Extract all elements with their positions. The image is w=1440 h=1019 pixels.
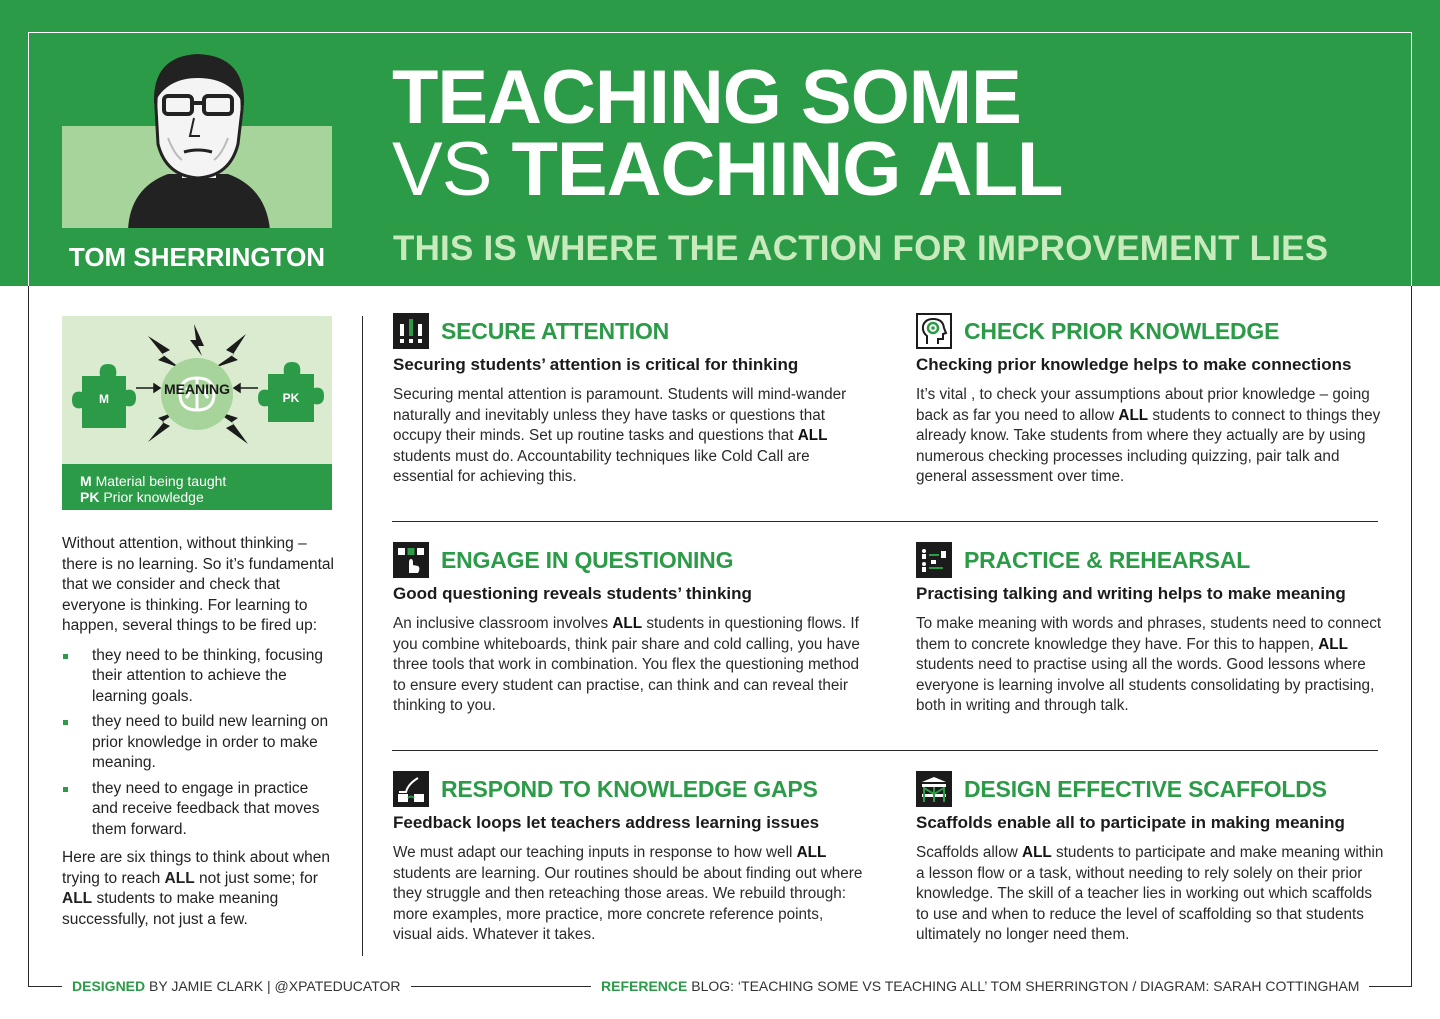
title-teaching-all: TEACHING ALL	[511, 127, 1063, 212]
author-bar	[62, 228, 332, 286]
section-subtitle: Checking prior knowledge helps to make connections	[916, 355, 1352, 374]
section-body: To make meaning with words and phrases, students need to connect them to concrete knowledge they have. For this to happen, ALL students need to practise using all the words. Good lessons where everyone is learning involve all students consolidating by practising, both in writing and through talk.	[916, 615, 1382, 714]
page-subtitle: THIS IS WHERE THE ACTION FOR IMPROVEMENT LIES	[393, 229, 1329, 268]
section-title: DESIGN EFFECTIVE SCAFFOLDS	[964, 775, 1327, 802]
column-divider	[362, 316, 363, 956]
question-hand-icon	[393, 542, 429, 578]
section-subtitle: Good questioning reveals students’ thinking	[393, 584, 752, 603]
sidebar-intro: Without attention, without thinking – there is no learning. So it’s fundamental that we consider and check that everyone is thinking. For learning to happen, several things to be fired up:	[62, 535, 334, 634]
puzzle-pk-label: PK	[282, 391, 300, 405]
legend-item-pk: PK Prior knowledge	[80, 489, 204, 505]
bridge-gap-icon	[393, 771, 429, 807]
list-item: they need to build new learning on prior knowledge in order to make meaning.	[62, 712, 334, 774]
section-body: It’s vital , to check your assumptions about prior knowledge – going back as far you need to allow ALL students to connect to things they already know. Take students from where they actually are by using numerous checking processes including quizzing, pair talk and general assessment over time.	[916, 386, 1381, 485]
section-title: ENGAGE IN QUESTIONING	[441, 546, 734, 573]
section-subtitle: Securing students’ attention is critical for thinking	[393, 355, 799, 374]
section-title: PRACTICE & REHEARSAL	[964, 546, 1251, 573]
rehearsal-icon	[916, 542, 952, 578]
meaning-diagram-graphic	[62, 316, 332, 464]
frame-right-line	[1411, 286, 1412, 986]
sidebar-bullets	[62, 646, 334, 841]
page-title	[392, 55, 1063, 212]
section-check-prior-knowledge	[916, 313, 1386, 488]
section-body: We must adapt our teaching inputs in response to how well ALL students are learning. Our routines should be about finding out where they struggle and then reteaching those areas. We rebuild through: more examples, more practice, more concrete reference points, visual aids. Whatever it takes.	[393, 844, 863, 943]
section-practice-rehearsal	[916, 542, 1386, 717]
title-line-2	[392, 127, 1063, 212]
section-design-scaffolds	[916, 771, 1386, 946]
section-body: Scaffolds allow ALL students to participate and make meaning within a lesson flow or a task, without needing to rely solely on their prior knowledge. The skill of a teacher lies in working out which scaffolds to use and when to reduce the level of scaffolding so that students ultimately no longer need them.	[916, 844, 1384, 943]
footer-reference: REFERENCE BLOG: ‘TEACHING SOME VS TEACHING ALL’ TOM SHERRINGTON / DIAGRAM: SARAH COTTINGHAM	[591, 978, 1369, 994]
meaning-label: MEANING	[163, 381, 231, 397]
sidebar-outro: Here are six things to think about when trying to reach ALL not just some; for ALL students to make meaning successfully, not just a few.	[62, 849, 330, 928]
section-secure-attention	[393, 313, 863, 488]
section-engage-in-questioning	[393, 542, 863, 717]
scaffold-icon	[916, 771, 952, 807]
row-divider-1	[392, 521, 1378, 522]
sidebar-text	[62, 534, 334, 930]
legend-item-m: M Material being taught	[80, 473, 227, 489]
exclamation-icon	[393, 313, 429, 349]
head-gear-icon	[916, 313, 952, 349]
puzzle-m-label: M	[99, 392, 109, 406]
title-line-1: TEACHING SOME	[392, 55, 1021, 140]
diagram-legend	[62, 464, 332, 510]
author-name: TOM SHERRINGTON	[68, 241, 326, 272]
section-body: An inclusive classroom involves ALL students in questioning flows. If you combine whiteboards, think pair share and cold calling, you have three tools that work in combination. You flex the questioning method to ensure every student can practise, can think and can reveal their thinking to you.	[393, 615, 860, 714]
section-title: SECURE ATTENTION	[441, 317, 670, 344]
footer-credit: DESIGNED BY JAMIE CLARK | @XPATEDUCATOR	[62, 978, 411, 994]
section-respond-to-gaps	[393, 771, 863, 946]
row-divider-2	[392, 750, 1378, 751]
section-subtitle: Feedback loops let teachers address learning issues	[393, 813, 820, 832]
section-subtitle: Scaffolds enable all to participate in making meaning	[916, 813, 1345, 832]
list-item: they need to be thinking, focusing their attention to achieve the learning goals.	[62, 646, 334, 708]
section-body: Securing mental attention is paramount. Students will mind-wander naturally and inevitably unless they have tasks or questions that occupy their minds. Set up routine tasks and questions that ALL students must do. Accountability techniques like Cold Call are essential for achieving this.	[393, 386, 847, 485]
section-subtitle: Practising talking and writing helps to make meaning	[916, 584, 1346, 603]
author-portrait	[98, 48, 298, 230]
list-item: they need to engage in practice and receive feedback that moves them forward.	[62, 779, 334, 841]
frame-left-line	[28, 286, 29, 986]
section-title: CHECK PRIOR KNOWLEDGE	[964, 317, 1280, 344]
section-title: RESPOND TO KNOWLEDGE GAPS	[441, 775, 818, 802]
title-vs: VS	[392, 127, 512, 212]
meaning-diagram	[62, 316, 332, 510]
